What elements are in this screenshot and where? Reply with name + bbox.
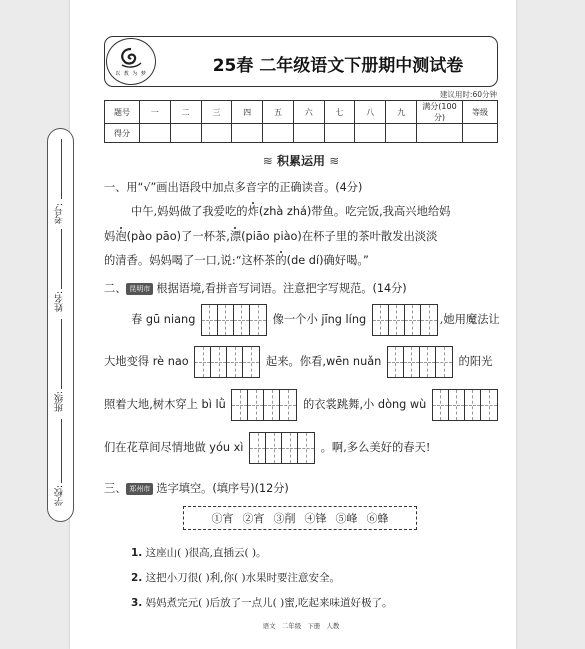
- item-text: 这把小刀很( )利,你( )水果时要注意安全。: [145, 572, 341, 584]
- char-option: ⑥蜂: [366, 512, 389, 525]
- score-input-cell[interactable]: [293, 124, 324, 143]
- q3-number: 三、: [104, 482, 127, 495]
- q2-text: ,她用魔法让: [439, 313, 500, 326]
- q2-line-4: [104, 432, 430, 464]
- school-line: [61, 419, 62, 483]
- score-table: [104, 100, 498, 143]
- section-title-text: 积累运用: [276, 154, 325, 168]
- class-label: 班级:: [55, 391, 65, 413]
- q2-heading-text: 根据语境,看拼音写词语。注意把字写规范。(14分): [156, 282, 407, 295]
- q2-text: 。啊,多么美好的春天!: [320, 441, 431, 454]
- char-option: ②宵: [242, 512, 265, 525]
- score-header-cell: 题号: [105, 101, 140, 124]
- score-input-cell[interactable]: [463, 124, 498, 143]
- q1-text: 妈: [104, 230, 116, 243]
- q2-text: 照着大地,树木穿上 bì lǜ: [104, 398, 226, 411]
- score-row-label: 得分: [105, 124, 140, 143]
- q1-line-2: [104, 228, 437, 244]
- logo-text: 以 教 为 梦: [115, 70, 147, 77]
- exam-title: 25春 二年级语文下册期中测试卷: [212, 56, 464, 76]
- score-input-cell[interactable]: [140, 124, 171, 143]
- item-number: 1.: [131, 547, 143, 559]
- q3-item-1[interactable]: [131, 545, 267, 560]
- score-input-cell[interactable]: [263, 124, 294, 143]
- score-header-cell: 六: [293, 101, 324, 124]
- id-line: [61, 139, 62, 199]
- page-footer: 语文 二年级 下册 人教: [262, 622, 340, 630]
- q2-heading: [104, 280, 407, 296]
- score-header-cell: 等级: [463, 101, 498, 124]
- score-header-cell: 一: [140, 101, 171, 124]
- q2-line-3: [104, 389, 500, 421]
- school-label: 学校:: [55, 485, 65, 507]
- score-header-cell: 九: [386, 101, 417, 124]
- score-input-cell[interactable]: [355, 124, 386, 143]
- q1-text: 中午,妈妈做了我爱吃的: [131, 205, 248, 218]
- writing-grid[interactable]: [249, 432, 315, 464]
- item-number: 2.: [131, 572, 143, 584]
- score-input-cell[interactable]: [386, 124, 417, 143]
- char-option: ④锋: [304, 512, 327, 525]
- score-header-cell: 二: [170, 101, 201, 124]
- score-input-cell[interactable]: [170, 124, 201, 143]
- time-note: 建议用时:60分钟: [439, 90, 497, 99]
- score-input-cell[interactable]: [417, 124, 463, 143]
- writing-grid[interactable]: [201, 304, 267, 336]
- score-input-cell[interactable]: [324, 124, 355, 143]
- q2-number: 二、: [104, 282, 127, 295]
- q2-text: 们在花草间尽情地做 yóu xì: [104, 441, 244, 454]
- writing-grid[interactable]: [372, 304, 438, 336]
- name-label: 姓名:: [55, 291, 65, 313]
- q1-text: (zhà zhá)带鱼。吃完饭,我高兴地给妈: [258, 205, 451, 218]
- section-title: [104, 152, 498, 169]
- q2-line-1: [131, 304, 500, 336]
- score-header-cell: 四: [232, 101, 263, 124]
- region-tag: 郑州市: [126, 483, 153, 495]
- binding-strip: [47, 128, 74, 522]
- wave-right-icon: ≋: [329, 154, 340, 168]
- q3-item-2[interactable]: [131, 570, 340, 585]
- title-box: [104, 36, 498, 87]
- q2-text: 大地变得 rè nao: [104, 355, 189, 368]
- writing-grid[interactable]: [194, 346, 260, 378]
- q3-heading-text: 选字填空。(填序号)(12分): [156, 482, 289, 495]
- item-number: 3.: [131, 597, 143, 609]
- q1-text: (de dí)确好喝。”: [286, 254, 369, 267]
- region-tag: 昆明市: [126, 283, 153, 295]
- q1-dotted-char[interactable]: 炸: [247, 205, 259, 218]
- name-line: [61, 229, 62, 289]
- writing-grid[interactable]: [387, 346, 453, 378]
- score-header-cell: 三: [201, 101, 232, 124]
- q1-text: (piāo piào)在杯子里的茶叶散发出淡淡: [241, 230, 438, 243]
- q1-line-1: [131, 203, 450, 219]
- class-line: [61, 319, 62, 389]
- q1-text: 的清香。妈妈喝了一口,说:“这杯茶: [104, 254, 276, 267]
- id-label: 考号:: [55, 203, 65, 225]
- score-input-cell[interactable]: [201, 124, 232, 143]
- char-option: ⑤峰: [335, 512, 358, 525]
- q2-text: 的衣裳跳舞,小 dòng wù: [302, 398, 427, 411]
- q2-text: 春 gū niang: [131, 313, 196, 326]
- wave-left-icon: ≋: [262, 154, 273, 168]
- q3-heading: [104, 480, 289, 496]
- q1-heading: 一、用“√”画出语段中加点多音字的正确读音。(4分): [104, 181, 363, 194]
- q2-text: 的阳光: [458, 355, 493, 368]
- item-text: 妈妈煮完元( )后放了一点儿( )蜜,吃起来味道好极了。: [145, 597, 393, 609]
- char-option: ①宵: [211, 512, 234, 525]
- char-option: ③削: [273, 512, 296, 525]
- score-header-cell: 五: [263, 101, 294, 124]
- q3-item-3[interactable]: [131, 595, 393, 610]
- score-header-cell: 八: [355, 101, 386, 124]
- q2-line-2: [104, 346, 492, 378]
- score-header-cell: 七: [324, 101, 355, 124]
- writing-grid[interactable]: [432, 389, 498, 421]
- q2-text: 起来。你看,wēn nuǎn: [265, 355, 382, 368]
- score-header-row: [105, 101, 498, 124]
- q2-text: 像一个小 jīng líng: [272, 313, 367, 326]
- score-header-cell: 满分(100分): [417, 101, 463, 124]
- score-input-cell[interactable]: [232, 124, 263, 143]
- logo: [106, 38, 156, 85]
- swirl-logo-icon: [118, 47, 144, 69]
- writing-grid[interactable]: [231, 389, 297, 421]
- item-text: 这座山( )很高,直插云( )。: [145, 547, 267, 559]
- q1-dotted-char[interactable]: 泡: [115, 230, 127, 243]
- q1-dotted-char[interactable]: 的: [275, 254, 287, 267]
- q1-line-3: [104, 252, 369, 268]
- q1-text: (pào pāo)了一杯茶,: [126, 230, 230, 243]
- q1-dotted-char[interactable]: 漂: [229, 230, 242, 243]
- score-input-row: [105, 124, 498, 143]
- char-options-box: [183, 506, 417, 530]
